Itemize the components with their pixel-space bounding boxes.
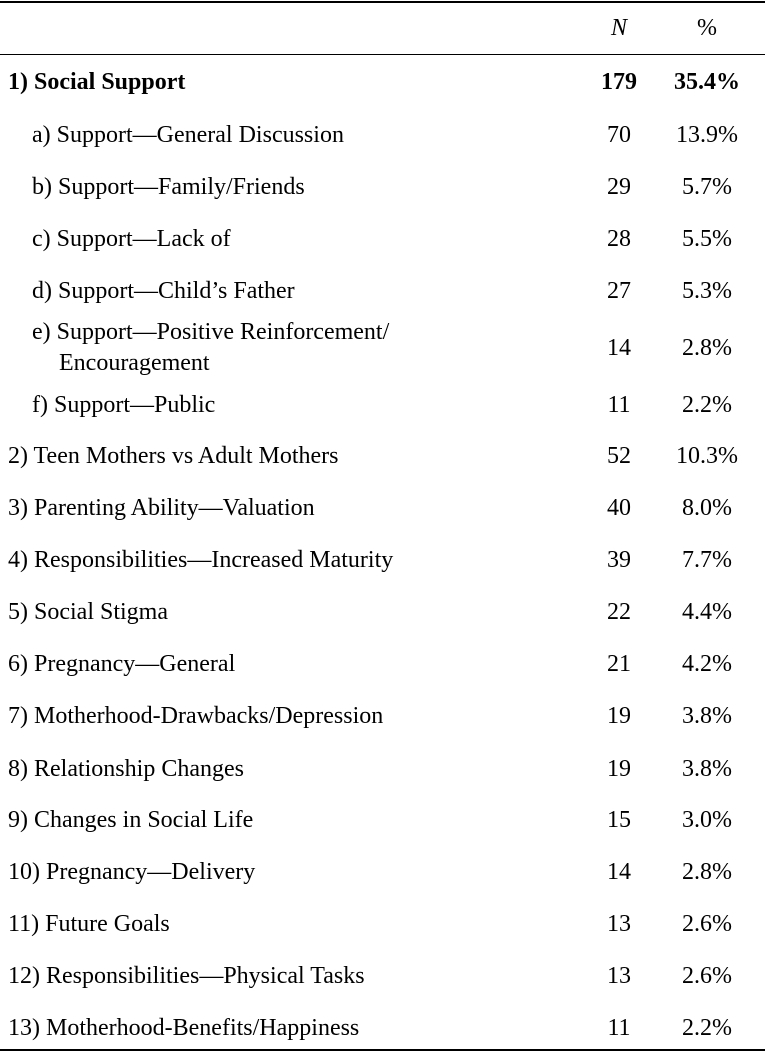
row-label-text: 6) Pregnancy—General [8,650,236,677]
row-label-text: a) Support—General Discussion [32,121,344,148]
row-label-text: b) Support—Family/Friends [32,173,305,200]
row-n: 19 [607,755,631,782]
row-label [8,909,573,940]
row-label [8,857,573,888]
row-n: 14 [607,858,631,885]
row-label [8,441,573,472]
table-row [0,380,765,430]
row-n: 13 [607,962,631,989]
row-n: 29 [607,173,631,200]
row-n: 11 [607,1014,631,1041]
table-row [0,744,765,794]
table-row [0,57,765,107]
row-percent: 4.2% [682,650,732,677]
row-n: 15 [607,806,631,833]
row-label [8,754,573,785]
row-label [8,701,573,732]
table-row [0,214,765,264]
table-row [0,587,765,637]
table-row [0,795,765,845]
row-n: 22 [607,598,631,625]
row-label [32,317,597,379]
row-label-text: e) Support—Positive Reinforcement/ [32,319,390,345]
row-label-text: 7) Motherhood-Drawbacks/Depression [8,702,384,729]
row-n: 27 [607,277,631,304]
row-percent: 2.2% [682,1014,732,1041]
row-label-text: 11) Future Goals [8,910,170,937]
row-n: 21 [607,650,631,677]
table-row [0,431,765,481]
row-label-text: 10) Pregnancy—Delivery [8,858,256,885]
table-row [0,110,765,160]
row-percent: 3.8% [682,702,732,729]
row-label-text: 5) Social Stigma [8,598,168,625]
row-label [8,805,573,836]
row-percent: 10.3% [676,442,738,469]
row-label [32,172,597,203]
row-label-text: 12) Responsibilities—Physical Tasks [8,962,365,989]
row-label [8,67,573,98]
table-row [0,847,765,897]
row-label-continuation: Encouragement [59,350,210,376]
row-percent: 2.6% [682,910,732,937]
row-n: 11 [607,391,631,418]
row-percent: 3.0% [682,806,732,833]
table-row [0,951,765,1001]
row-percent: 8.0% [682,494,732,521]
row-n: 179 [601,68,637,95]
table-row [0,266,765,316]
row-n: 52 [607,442,631,469]
row-percent: 2.6% [682,962,732,989]
row-label-text: f) Support—Public [32,391,216,418]
row-label [8,493,573,524]
row-n: 39 [607,546,631,573]
row-percent: 13.9% [676,121,738,148]
header-divider-rule [0,54,765,55]
table-row [0,899,765,949]
row-n: 40 [607,494,631,521]
table-row [0,483,765,533]
row-label [32,224,597,255]
row-label-text: 1) Social Support [8,68,186,95]
table-row [0,535,765,585]
row-percent: 35.4% [674,68,740,95]
row-percent: 2.2% [682,391,732,418]
row-label [8,961,573,992]
row-percent: 5.7% [682,173,732,200]
row-n: 13 [607,910,631,937]
row-percent: 2.8% [682,334,732,361]
row-label [32,390,597,421]
row-label-text: 4) Responsibilities—Increased Maturity [8,546,394,573]
row-label [32,120,597,151]
row-percent: 2.8% [682,858,732,885]
header-n: N [610,15,627,41]
row-label-text: 8) Relationship Changes [8,755,244,782]
row-percent: 4.4% [682,598,732,625]
row-n: 14 [607,334,631,361]
table-row [0,1003,765,1053]
table-row [0,691,765,741]
table-row [0,162,765,212]
row-n: 19 [607,702,631,729]
row-n: 28 [607,225,631,252]
row-label [8,649,573,680]
row-n: 70 [607,121,631,148]
row-label [8,597,573,628]
row-label-text: 3) Parenting Ability—Valuation [8,494,315,521]
row-label-text: c) Support—Lack of [32,225,231,252]
row-label-text: 2) Teen Mothers vs Adult Mothers [8,442,339,469]
table-row [0,317,765,379]
row-label-text: 13) Motherhood-Benefits/Happiness [8,1014,360,1041]
row-percent: 5.3% [682,277,732,304]
row-percent: 3.8% [682,755,732,782]
header-percent: % [697,15,717,41]
row-label [32,276,597,307]
row-label [8,545,573,576]
table-row [0,639,765,689]
row-label [8,1013,573,1044]
table-header [0,3,765,54]
row-percent: 5.5% [682,225,732,252]
row-label-text: d) Support—Child’s Father [32,277,295,304]
table-bottom-rule [0,1049,765,1051]
row-percent: 7.7% [682,546,732,573]
row-label-text: 9) Changes in Social Life [8,806,254,833]
